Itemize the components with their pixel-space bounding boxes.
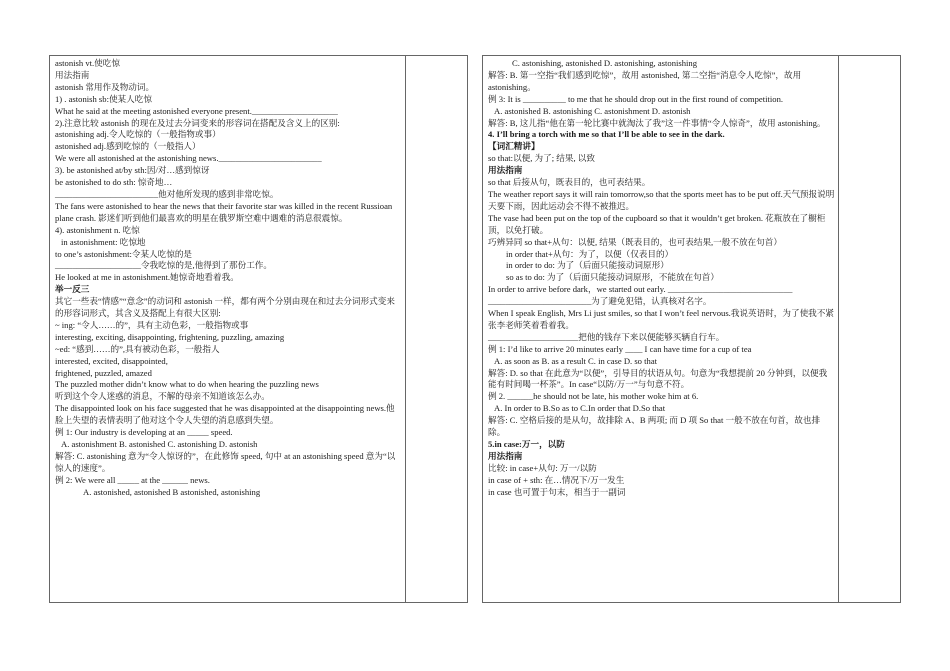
text-line: 4. I’ll bring a torch with me so that I’ll be able to see in the dark.	[488, 129, 725, 140]
text-line: 用法指南	[488, 450, 523, 461]
text-line: The puzzled mother didn’t know what to do when hearing the puzzling news	[55, 379, 319, 390]
text-line: interesting, exciting, disappointing, frightening, puzzling, amazing	[55, 331, 285, 342]
text-line: 用法指南	[488, 165, 523, 176]
text-line: The fans were astonished to hear the news that their favorite star was killed in the recent Russioan plane crash. 影迷们听到他们最喜欢的明星在俄罗斯空难中遇难的消息很震惊。	[55, 200, 393, 223]
text-line: in astonishment: 吃惊地	[61, 236, 146, 247]
text-line: interested, excited, disappointed,	[55, 355, 168, 366]
text-line: In order to arrive before dark，we started out early. _____________________________	[488, 284, 793, 295]
text-line: be astonished to do sth: 惊奇地…	[55, 177, 173, 188]
text-line: so that 后接从句，既表目的，也可表结果。	[488, 177, 651, 188]
text-line: The weather report says it will rain tomorrow,so that the sports meet has to be put off.天气预报说明天要下雨，因此运动会不得不被推迟。	[488, 188, 835, 211]
right-text-column	[483, 56, 839, 602]
text-line: astonishing adj.令人吃惊的（一般指物或事）	[55, 129, 221, 140]
text-line: 例 2: We were all _____ at the ______ news.	[55, 474, 210, 485]
text-line: astonished adj.感到吃惊的（一般指人）	[55, 141, 201, 152]
text-line: so that:以便, 为了; 结果, 以致	[488, 153, 595, 164]
text-line: in case 也可置于句末，相当于一副词	[488, 486, 626, 497]
text-line: The vase had been put on the top of the cupboard so that it wouldn’t get broken. 花瓶放在了橱柜顶，以免打破。	[488, 212, 826, 235]
text-line: ~ed: “感到……的”,具有被动色彩，一般指人	[55, 343, 220, 354]
text-line: When I speak English, Mrs Li just smiles, so that I won’t feel nervous.我说英语时，为了使我不紧张李老师笑着看着我。	[488, 308, 834, 330]
text-line: A. as soon as B. as a result C. in case D. so that	[494, 355, 658, 366]
text-line: ~ ing: “令人……的”，具有主动色彩，一般指物或事	[55, 319, 249, 330]
text-line: 4). astonishment n. 吃惊	[55, 224, 140, 235]
text-line: 1) . astonish sb:使某人吃惊	[55, 93, 152, 104]
text-line: What he said at the meeting astonished everyone present.____________________	[55, 105, 338, 116]
text-line: frightened, puzzled, amazed	[55, 367, 152, 378]
text-line: 例 2. ______he should not be late, his mother woke him at 6.	[488, 391, 699, 402]
text-line: so as to do: 为了（后面只能接动词原形，不能放在句首）	[506, 272, 719, 283]
text-line: 解答: B. 第一空指“我们感到吃惊”，故用 astonished, 第二空指“消息令人吃惊”，故用 astonishing。	[488, 69, 802, 92]
text-line: A. astonished, astonished B astonished, astonishing	[83, 486, 261, 497]
text-line: 例 3: It is __________ to me that he should drop out in the first round of competition.	[488, 93, 784, 104]
text-line: astonish 常用作及物动词。	[55, 81, 155, 92]
text-line: He looked at me in astonishment.她惊奇地看着我。	[55, 272, 239, 283]
text-line: astonish vt.使吃惊	[55, 58, 120, 68]
left-notes-column	[407, 56, 467, 602]
text-line: 听到这个令人迷惑的消息，不解的母亲不知道该怎么办。	[55, 391, 270, 402]
text-line: A. In order to B.So as to C.In order that D.So that	[494, 403, 666, 414]
text-line: in order to do: 为了（后面只能接动词原形）	[506, 260, 669, 271]
text-line: C. astonishing, astonished D. astonishing, astonishing	[512, 58, 698, 68]
text-line: A. astonishment B. astonished C. astonishing D. astonish	[61, 439, 258, 449]
right-notes-column	[840, 56, 900, 602]
text-line: 巧辨异同 so that+从句：以便, 结果（既表目的，也可表结果,一般不放在句首）	[488, 236, 782, 247]
text-line: in order that+从句：为了，以便（仅表目的）	[506, 248, 674, 259]
text-line: 举一反三	[55, 284, 90, 295]
text-line: 解答: C. astonishing 意为“令人惊讶的”，在此修饰 speed, 句中 at an astonishing speed 意为“以惊人的速度”。	[55, 450, 396, 473]
text-line: 其它一些表“情感”“意念”的动词和 astonish 一样，都有两个分别由现在和过去分词形式变来的形容词形式，其含义及搭配上有很大区别:	[55, 296, 395, 319]
text-line: 解答: B, 这儿指“他在第一轮比赛中就淘汰了我”这一件事情“令人惊奇”，故用 astonishing。	[488, 117, 826, 128]
text-line: 例 1: Our industry is developing at an _____ speed.	[55, 427, 233, 438]
text-line: The disappointed look on his face suggested that he was disappointed at the disappointing news.他脸上失望的表情表明了他对这个令人失望的消息感到失望。	[55, 403, 395, 426]
text-line: 解答: C. 空格后接的是从句，故排除 A、B 两项; 而 D 项 So that 一般不放在句首，故也排除。	[488, 415, 821, 438]
text-line: in case of + sth: 在…情况下/万一发生	[488, 474, 625, 485]
text-line: to one’s astonishment:令某人吃惊的是	[55, 248, 193, 259]
text-line: 3). be astonished at/by sth:因/对…感到惊讶	[55, 165, 210, 176]
text-line: 例 1: I’d like to arrive 20 minutes early ____ I can have time for a cup of tea	[488, 343, 752, 354]
text-line: 比较: in case+从句: 万一/以防	[488, 462, 597, 473]
text-line: 5.in case:万一，以防	[488, 439, 565, 449]
text-line: ________________________为了避免犯错，认真核对名字。	[488, 296, 712, 307]
text-line: 【词汇精讲】	[488, 141, 540, 152]
text-line: ____________________令我吃惊的是,他得到了那份工作。	[55, 260, 272, 271]
text-line: We were all astonished at the astonishing news.________________________	[55, 153, 322, 164]
text-line: 用法指南	[55, 69, 90, 80]
text-line: 解答: D. so that 在此意为“以便”，引导目的状语从句。句意为“我想提前 20 分钟到，以便我能有时间喝一杯茶”。In case“以防/万一”与句意不符。	[488, 367, 828, 390]
right-panel	[482, 55, 901, 603]
text-line: A. astonished B. astonishing C. astonishment D. astonish	[494, 105, 691, 116]
text-line: 2).注意比较 astonish 的现在及过去分词变来的形容词在搭配及含义上的区别:	[55, 117, 340, 128]
text-line: ________________________他对他所发现的感到非常吃惊。	[55, 188, 279, 199]
left-text-column	[50, 56, 406, 602]
text-line: _____________________把他的钱存下来以便能够买辆自行车。	[488, 331, 725, 342]
left-panel	[49, 55, 468, 603]
